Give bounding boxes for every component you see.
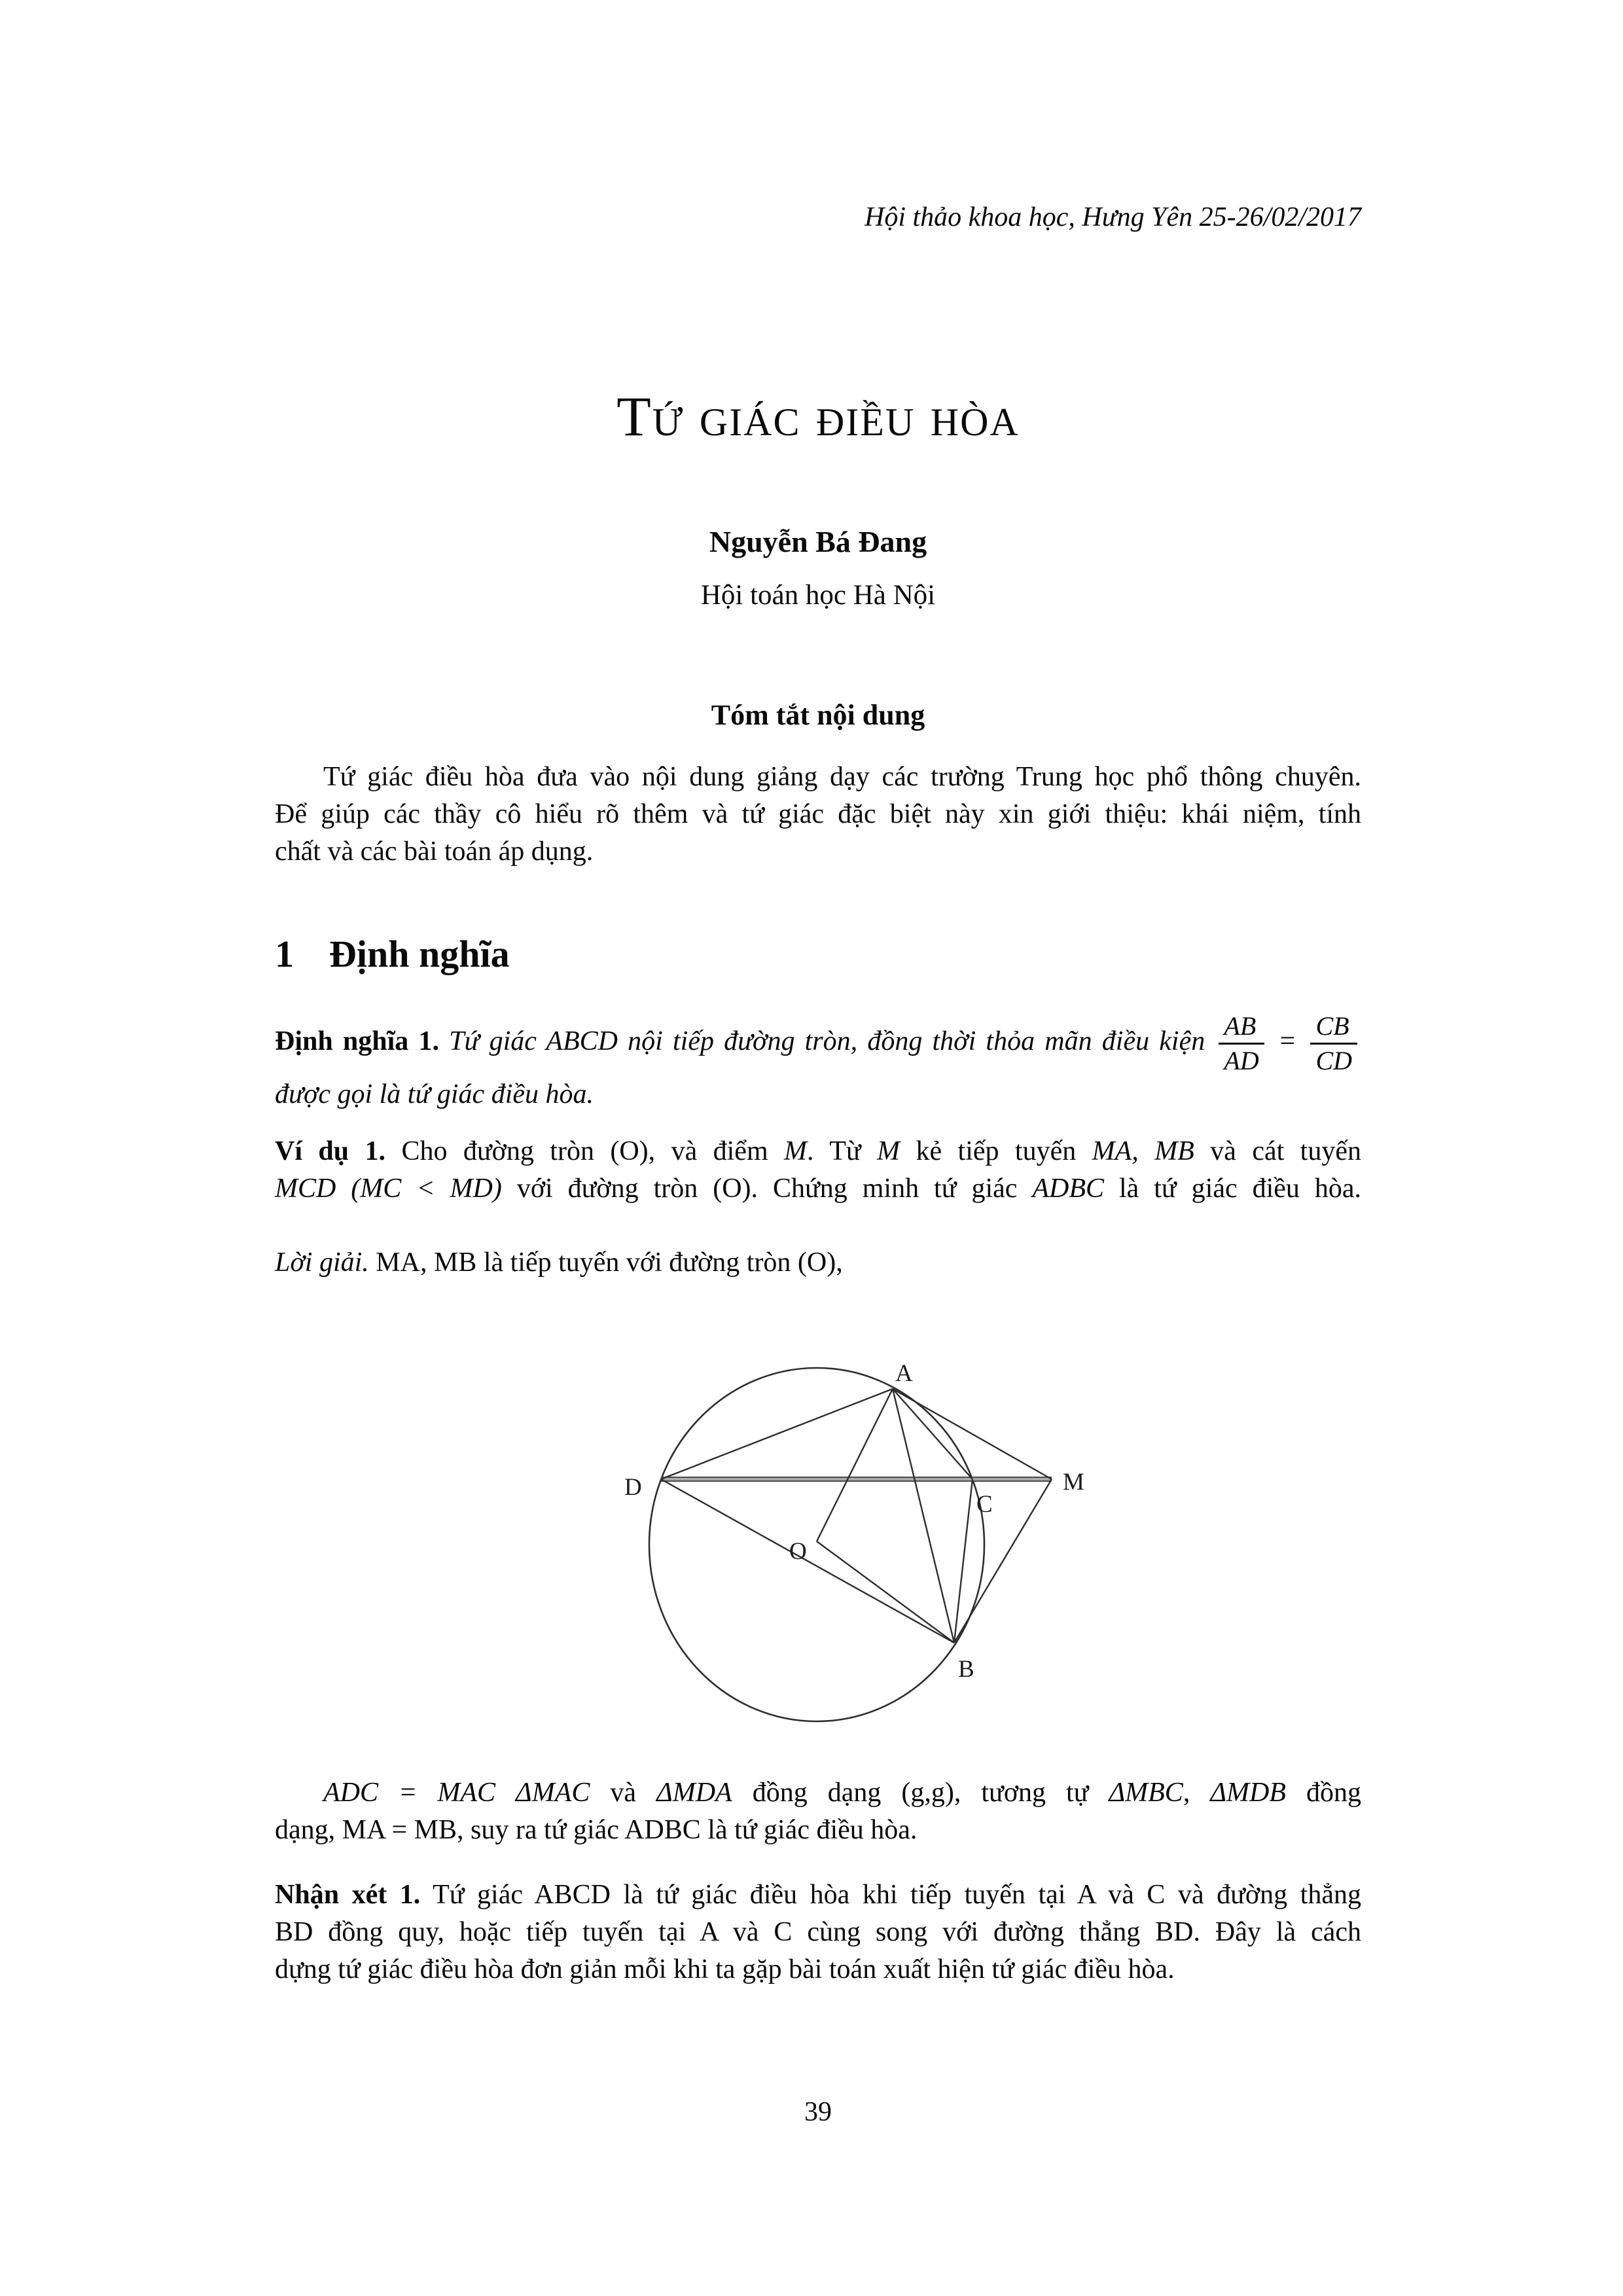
paragraph-derivation <box>275 1774 1361 1849</box>
text-segment: chất và các bài toán áp dụng. <box>275 836 594 867</box>
text-segment: MA, MB <box>1092 1136 1194 1166</box>
text-line <box>275 1774 1361 1812</box>
running-header: Hội thảo khoa học, Hưng Yên 25-26/02/2017 <box>864 202 1361 232</box>
text-segment: M <box>784 1136 808 1166</box>
text-segment: Định nghĩa 1. <box>275 1026 439 1057</box>
text-segment: MCD (MC < MD) <box>275 1174 502 1204</box>
fraction-numerator: CB <box>1315 1011 1349 1041</box>
text-segment: Nhận xét 1. <box>275 1880 421 1910</box>
text-line <box>275 1951 1361 1988</box>
paragraph-example <box>275 1133 1361 1208</box>
text-segment: ADC = MAC ΔMAC <box>323 1778 590 1808</box>
text-segment: Lời giải. <box>275 1247 369 1278</box>
fraction-denominator: AD <box>1219 1043 1264 1076</box>
text-segment: là tứ giác điều hòa. <box>1104 1174 1361 1204</box>
circle-O <box>649 1368 984 1721</box>
point-label-D: D <box>624 1474 642 1501</box>
text-line <box>275 1876 1361 1914</box>
text-segment: MA, MB là tiếp tuyến với đường tròn (O), <box>368 1247 843 1278</box>
tangent-MB <box>954 1479 1052 1643</box>
text-segment: Tứ giác ABCD nội tiếp đường tròn, đồng thời thỏa mãn điều kiện <box>438 1026 1215 1057</box>
paragraph-solution <box>275 1244 1361 1282</box>
text-line <box>275 1133 1361 1170</box>
text-line <box>275 833 1361 870</box>
section-heading <box>275 932 1361 977</box>
text-segment: dạng, MA = MB, suy ra tứ giác ADBC là tứ giác điều hòa. <box>275 1815 918 1845</box>
text-segment: Tứ giác ABCD là tứ giác điều hòa khi tiếp tuyến tại A và C và đường thẳng <box>420 1880 1361 1910</box>
text-segment: ΔMBC <box>1109 1778 1183 1808</box>
text-line <box>275 1914 1361 1951</box>
fraction-numerator: AB <box>1224 1011 1257 1041</box>
abstract-body <box>275 759 1361 870</box>
math-fraction <box>1219 1011 1264 1076</box>
text-segment: BD đồng quy, hoặc tiếp tuyến tại A và C cùng song với đường thẳng BD. Đây là cách <box>275 1917 1361 1947</box>
point-label-C: C <box>976 1491 993 1518</box>
text-line <box>275 796 1361 833</box>
text-segment: Để giúp các thầy cô hiểu rõ thêm và tứ giác đặc biệt này xin giới thiệu: khái niệm, tính <box>275 799 1361 829</box>
chord-DA <box>661 1389 893 1479</box>
text-segment: = <box>1268 1026 1307 1057</box>
text-line <box>275 1011 1361 1076</box>
section-title: Định nghĩa <box>329 933 510 975</box>
point-label-A: A <box>895 1360 913 1387</box>
text-line <box>275 759 1361 796</box>
abstract-heading: Tóm tắt nội dung <box>711 699 925 731</box>
text-segment: M <box>877 1136 901 1166</box>
point-label-M: M <box>1063 1469 1084 1496</box>
text-segment: và cát tuyến <box>1194 1136 1361 1166</box>
text-segment: đồng <box>1285 1778 1361 1808</box>
text-segment: ADBC <box>1032 1174 1105 1204</box>
text-segment: được gọi là tứ giác điều hòa. <box>275 1079 594 1109</box>
text-segment: ΔMDA <box>656 1778 732 1808</box>
chord-DB <box>661 1479 954 1643</box>
circle-diagram <box>615 1355 1099 1734</box>
text-segment: ΔMDB <box>1210 1778 1286 1808</box>
text-segment: , <box>1183 1778 1211 1808</box>
radius-OA <box>817 1389 893 1541</box>
text-segment: dựng tứ giác điều hòa đơn giản mỗi khi ta gặp bài toán xuất hiện tứ giác điều hòa. <box>275 1954 1175 1984</box>
text-segment: kẻ tiếp tuyến <box>900 1136 1092 1166</box>
section-number: 1 <box>275 933 294 975</box>
text-segment: với đường tròn (O). Chứng minh tứ giác <box>501 1174 1033 1204</box>
page-title: Tứ giác điều hòa <box>616 385 1020 448</box>
chord-AC <box>893 1389 972 1479</box>
text-line <box>275 1244 1361 1282</box>
geometry-figure <box>615 1355 1099 1734</box>
text-segment: Ví dụ 1. <box>275 1136 386 1166</box>
tangent-AM <box>893 1389 1052 1479</box>
text-line <box>275 1170 1361 1208</box>
text-segment: . Từ <box>807 1136 878 1166</box>
text-segment: Cho đường tròn (O), và điểm <box>385 1136 785 1166</box>
text-segment: Tứ giác điều hòa đưa vào nội dung giảng dạy các trường Trung học phổ thông chuyên. <box>323 762 1361 792</box>
fraction-denominator: CD <box>1310 1043 1357 1076</box>
author-affiliation: Hội toán học Hà Nội <box>700 580 936 611</box>
author-name: Nguyễn Bá Đang <box>709 525 927 558</box>
paragraph-remark <box>275 1876 1361 1988</box>
point-label-O: O <box>789 1538 807 1565</box>
math-fraction <box>1310 1011 1357 1076</box>
point-label-B: B <box>958 1656 974 1683</box>
text-line <box>275 1812 1361 1849</box>
text-segment: đồng dạng (g,g), tương tự <box>732 1778 1109 1808</box>
text-segment: và <box>590 1778 657 1808</box>
text-line <box>275 1076 1361 1113</box>
paragraph-definition <box>275 1011 1361 1113</box>
page-number: 39 <box>804 2097 832 2127</box>
